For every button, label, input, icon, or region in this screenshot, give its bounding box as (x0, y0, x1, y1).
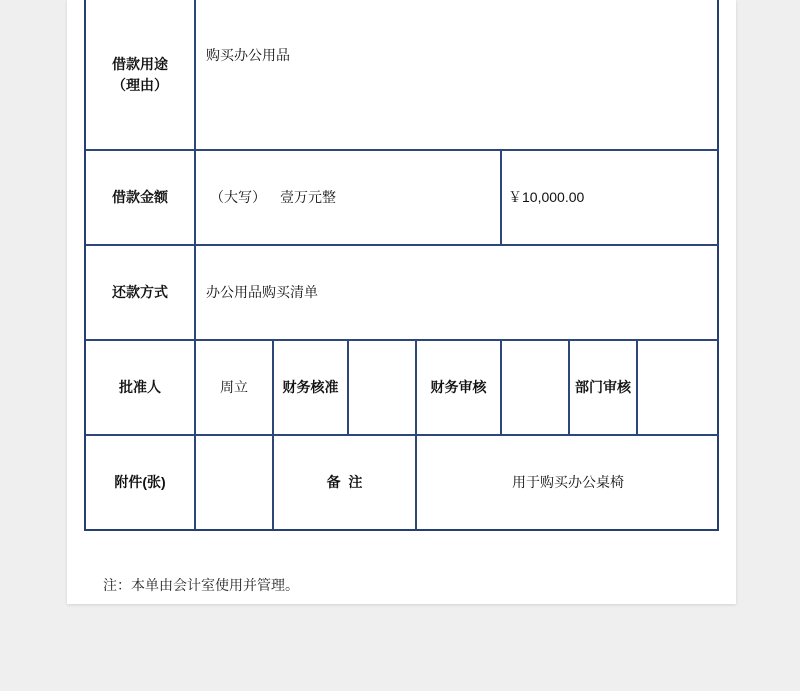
repay-label-text: 还款方式 (112, 284, 168, 300)
repay-label (86, 245, 194, 339)
finance-approve-label-text: 财务核准 (282, 379, 339, 395)
purpose-label-line2: （理由） (112, 76, 168, 93)
finance-review-label-text: 财务审核 (430, 379, 487, 395)
footer-note: 注：本单由会计室使用并管理。 (103, 578, 299, 594)
dept-review-value (638, 340, 719, 434)
dept-review-label-text: 部门审核 (575, 379, 631, 395)
amount-words-value: 壹万元整 (280, 189, 336, 205)
remarks-label-text: 备 注 (326, 474, 363, 490)
purpose-label (86, 0, 194, 149)
approver-value-text: 周立 (220, 379, 248, 395)
purpose-value (206, 44, 290, 66)
remarks-label (274, 435, 415, 529)
attachments-value (196, 435, 272, 529)
amount-label (86, 150, 194, 244)
approver-label-text: 批准人 (119, 379, 161, 395)
amount-label-text: 借款金额 (112, 189, 168, 205)
dept-review-label (570, 340, 636, 434)
amount-number-value: ￥10,000.00 (508, 189, 585, 205)
amount-in-numbers (502, 150, 719, 244)
attachments-label (86, 435, 194, 529)
remarks-value (417, 435, 719, 529)
attachments-label-text: 附件(张) (114, 474, 166, 490)
amount-in-words (196, 150, 500, 244)
finance-review-label (417, 340, 500, 434)
repay-value-text: 办公用品购买清单 (206, 284, 318, 300)
approver-value (196, 340, 272, 434)
amount-words-prefix: （大写） (210, 189, 266, 205)
purpose-value-text: 购买办公用品 (206, 47, 290, 63)
loan-form-table (84, 0, 719, 531)
finance-review-value (502, 340, 568, 434)
purpose-label-line1: 借款用途 (112, 55, 168, 72)
repay-value (196, 245, 719, 339)
approver-label (86, 340, 194, 434)
finance-approve-label (274, 340, 347, 434)
finance-approve-value (349, 340, 415, 434)
remarks-value-text: 用于购买办公桌椅 (512, 474, 624, 490)
